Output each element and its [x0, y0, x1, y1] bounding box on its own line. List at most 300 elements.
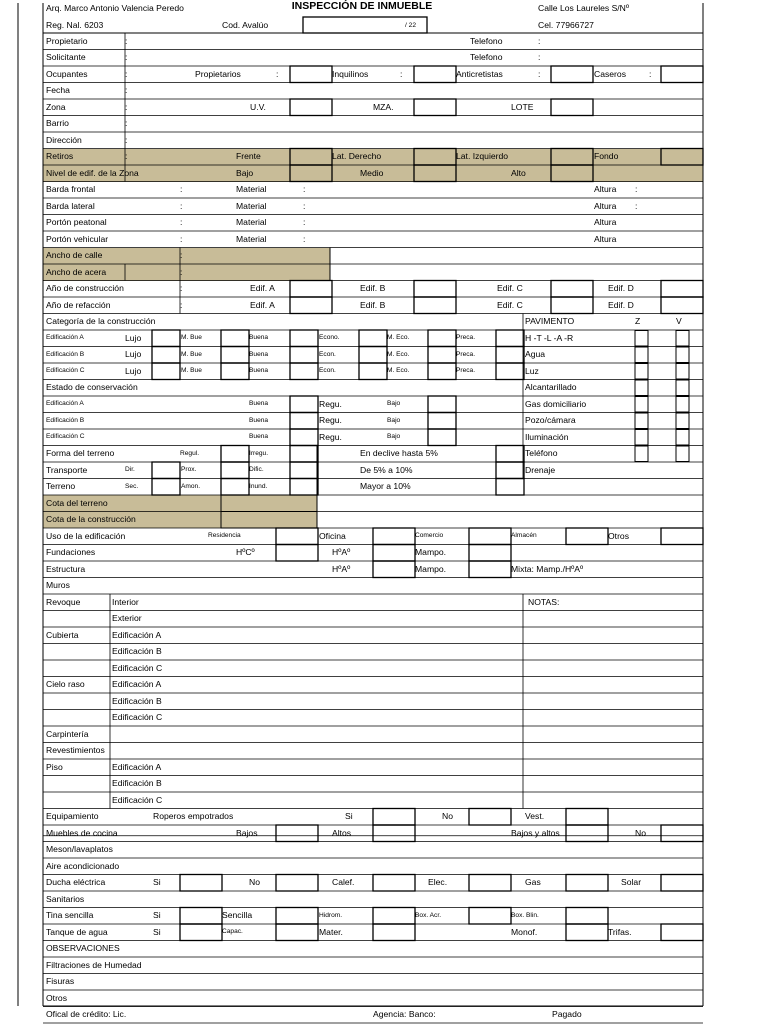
- field-si-53: Si: [153, 910, 161, 921]
- row-label-transporte: Transporte: [46, 464, 88, 475]
- colon-3: :: [125, 85, 128, 96]
- pavement-v-box-21[interactable]: [676, 380, 689, 396]
- field-buena-18: Buena: [249, 334, 269, 342]
- field-econo-18: Econo.: [319, 334, 340, 342]
- field-roperos-empotrados-47: Roperos empotrados: [153, 811, 234, 822]
- row-label-ocupantes: Ocupantes: [46, 68, 88, 79]
- field-regu-24: Regu.: [319, 431, 342, 442]
- field-altura-9: Altura: [594, 184, 617, 195]
- field-bajo-23: Bajo: [387, 416, 401, 424]
- checkbox-row2-1[interactable]: [414, 66, 456, 83]
- field-amon-27: Amon.: [181, 482, 201, 490]
- field-prox-26: Prox.: [181, 466, 197, 474]
- checkbox-row16-2[interactable]: [551, 297, 593, 314]
- row-label-revoque: Revoque: [46, 596, 81, 607]
- field-h-a-31: HºAº: [332, 547, 351, 558]
- checkbox-row7-1[interactable]: [414, 149, 456, 166]
- field-fondo-7: Fondo: [594, 151, 619, 162]
- row-label-zona: Zona: [46, 101, 66, 112]
- field-edif-c-15: Edif. C: [497, 283, 523, 294]
- pavement-v-box-25[interactable]: [676, 446, 689, 462]
- colon-propietarios-2: :: [276, 68, 279, 79]
- field-bajo-8: Bajo: [236, 167, 254, 178]
- pavement-v-box-18[interactable]: [676, 331, 689, 347]
- row-label-fisuras: Fisuras: [46, 976, 75, 987]
- checkbox-row31-0[interactable]: [276, 545, 318, 562]
- field-comercio-30: Comercio: [415, 532, 444, 540]
- field-no-48: No: [635, 827, 646, 838]
- field-edificacion-c-38: Edificación C: [112, 662, 163, 673]
- colon-material-9: :: [303, 184, 306, 195]
- row-label-ofical-de-credito-lic: Ofical de crédito: Lic.: [46, 1009, 127, 1020]
- colon-material-11: :: [303, 217, 306, 228]
- checkbox-row48-3[interactable]: [661, 825, 703, 842]
- checkbox-row23-1[interactable]: [428, 413, 456, 430]
- checkbox-row16-0[interactable]: [290, 297, 332, 314]
- checkbox-row19-2[interactable]: [290, 347, 318, 364]
- field-irregu-25: Irregu.: [249, 449, 269, 457]
- checkbox-row4-1[interactable]: [414, 99, 456, 116]
- colon-15: :: [180, 283, 183, 294]
- field-bajos-y-altos-48: Bajos y altos: [511, 827, 560, 838]
- row-label-filtraciones-de-humedad: Filtraciones de Humedad: [46, 959, 142, 970]
- checkbox-row47-1[interactable]: [469, 809, 511, 826]
- colon-altura-10: :: [635, 200, 638, 211]
- checkbox-row2-0[interactable]: [290, 66, 332, 83]
- field-oficina-30: Oficina: [319, 530, 346, 541]
- checkbox-row7-3[interactable]: [661, 149, 703, 166]
- checkbox-row22-1[interactable]: [428, 396, 456, 413]
- checkbox-row48-2[interactable]: [566, 825, 608, 842]
- field-regu-22: Regu.: [319, 398, 342, 409]
- checkbox-row25-0[interactable]: [221, 446, 249, 463]
- field-h-a-32: HºAº: [332, 563, 351, 574]
- checkbox-row20-5[interactable]: [496, 363, 524, 380]
- field-exterior-35: Exterior: [112, 613, 142, 624]
- field-edificacion-b-37: Edificación B: [112, 646, 162, 657]
- field-sencilla-53: Sencilla: [222, 910, 253, 921]
- checkbox-row2-2[interactable]: [551, 66, 593, 83]
- checkbox-row16-3[interactable]: [661, 297, 703, 314]
- field-almacen-30: Almacén: [511, 532, 537, 540]
- row-label-direccion: Dirección: [46, 134, 82, 145]
- row-label-muebles-de-cocina: Muebles de cocina: [46, 827, 118, 838]
- field-edif-d-15: Edif. D: [608, 283, 634, 294]
- row-label-edificacion-b: Edificación B: [46, 350, 85, 358]
- field-edificacion-c-41: Edificación C: [112, 712, 163, 723]
- colon-telefono-0: :: [538, 35, 541, 46]
- field-gas-domiciliario-22: Gas domiciliario: [525, 398, 587, 409]
- checkbox-row31-1[interactable]: [373, 545, 415, 562]
- field-medio-8: Medio: [360, 167, 384, 178]
- checkbox-row30-2[interactable]: [469, 528, 511, 545]
- checkbox-row18-1[interactable]: [221, 330, 249, 347]
- colon-6: :: [125, 134, 128, 145]
- row-label-forma-del-terreno: Forma del terreno: [46, 448, 115, 459]
- field-m-eco-20: M. Eco.: [387, 367, 410, 375]
- field-m-eco-19: M. Eco.: [387, 350, 410, 358]
- pavement-z-box-23[interactable]: [635, 413, 648, 429]
- checkbox-row54-4[interactable]: [661, 924, 703, 941]
- checkbox-row16-1[interactable]: [414, 297, 456, 314]
- field-mampo-31: Mampo.: [415, 547, 447, 558]
- field-edif-b-16: Edif. B: [360, 299, 386, 310]
- row-label-ancho-de-acera: Ancho de acera: [46, 266, 107, 277]
- field-anticretistas-2: Anticretistas: [456, 68, 503, 79]
- checkbox-row51-0[interactable]: [180, 875, 222, 892]
- checkbox-row20-4[interactable]: [428, 363, 456, 380]
- checkbox-row18-4[interactable]: [428, 330, 456, 347]
- checkbox-row53-3[interactable]: [469, 908, 511, 925]
- field-interior-34: Interior: [112, 596, 139, 607]
- row-label-retiros: Retiros: [46, 151, 74, 162]
- field-edif-a-16: Edif. A: [250, 299, 275, 310]
- field-bajos-48: Bajos: [236, 827, 258, 838]
- pavement-v-box-23[interactable]: [676, 413, 689, 429]
- pavement-z-box-25[interactable]: [635, 446, 648, 462]
- colon-11: :: [180, 217, 183, 228]
- field-capac-54: Capac.: [222, 928, 243, 936]
- office-address: Calle Los Laureles S/Nº: [538, 3, 630, 13]
- field-buena-24: Buena: [249, 433, 269, 441]
- field-lat-derecho-7: Lat. Derecho: [332, 151, 382, 162]
- row-label-terreno: Terreno: [46, 481, 76, 492]
- checkbox-row30-0[interactable]: [276, 528, 318, 545]
- checkbox-row20-1[interactable]: [221, 363, 249, 380]
- checkbox-row27-3[interactable]: [496, 479, 524, 496]
- field-en-declive-hasta-5-25: En declive hasta 5%: [360, 448, 438, 459]
- field-si-51: Si: [153, 877, 161, 888]
- field-material-11: Material: [236, 217, 267, 228]
- field-material-9: Material: [236, 184, 267, 195]
- checkbox-row19-3[interactable]: [359, 347, 387, 364]
- colon-1: :: [125, 52, 128, 63]
- row-label-barda-frontal: Barda frontal: [46, 184, 96, 195]
- checkbox-row19-4[interactable]: [428, 347, 456, 364]
- field-mixta-mamp-h-a-32: Mixta: Mamp./HºAº: [511, 563, 584, 574]
- field-inquilinos-2: Inquilinos: [332, 68, 369, 79]
- checkbox-row27-1[interactable]: [221, 479, 249, 496]
- pavement-v-box-22[interactable]: [676, 397, 689, 413]
- colon-telefono-1: :: [538, 52, 541, 63]
- registration-number: Reg. Nal. 6203: [46, 20, 104, 30]
- checkbox-row22-0[interactable]: [290, 396, 318, 413]
- field-h-c-31: HºCº: [236, 547, 255, 558]
- checkbox-row18-0[interactable]: [152, 330, 180, 347]
- field-solar-51: Solar: [621, 877, 642, 888]
- checkbox-row51-1[interactable]: [276, 875, 318, 892]
- row-label-ducha-electrica: Ducha eléctrica: [46, 877, 106, 888]
- colon-inquilinos-2: :: [400, 68, 403, 79]
- checkbox-row47-0[interactable]: [373, 809, 415, 826]
- checkbox-row54-0[interactable]: [180, 924, 222, 941]
- colon-14: :: [180, 266, 183, 277]
- checkbox-row27-0[interactable]: [152, 479, 180, 496]
- field-bajo-24: Bajo: [387, 433, 401, 441]
- pavement-z-box-19[interactable]: [635, 347, 648, 363]
- row-label-barda-lateral: Barda lateral: [46, 200, 95, 211]
- pavement-z-box-22[interactable]: [635, 397, 648, 413]
- field-trifas-54: Trifas.: [608, 926, 632, 937]
- field-edificacion-c-46: Edificación C: [112, 794, 163, 805]
- colon-12: :: [180, 233, 183, 244]
- row-label-edificacion-b: Edificación B: [46, 416, 85, 424]
- checkbox-row26-2[interactable]: [290, 462, 318, 479]
- field-h-t-l-a-r-18: H -T -L -A -R: [525, 332, 574, 343]
- checkbox-row15-3[interactable]: [661, 281, 703, 298]
- appraisal-code-suffix: / 22: [405, 22, 416, 29]
- field-material-10: Material: [236, 200, 267, 211]
- field-box-acr-53: Box. Acr.: [415, 911, 442, 919]
- checkbox-row53-4[interactable]: [566, 908, 608, 925]
- field-m-bue-18: M. Bue: [181, 334, 202, 342]
- form-title: INSPECCIÓN DE INMUEBLE: [291, 0, 433, 12]
- field-lujo-18: Lujo: [125, 332, 142, 343]
- row-label-cota-del-terreno: Cota del terreno: [46, 497, 108, 508]
- pavement-z-box-24[interactable]: [635, 430, 648, 446]
- checkbox-row20-2[interactable]: [290, 363, 318, 380]
- checkbox-row32-1[interactable]: [469, 561, 511, 578]
- checkbox-row8-1[interactable]: [414, 165, 456, 182]
- cota-terreno-box[interactable]: [221, 495, 317, 512]
- row-label-propietario: Propietario: [46, 35, 88, 46]
- field-edificacion-a-44: Edificación A: [112, 761, 162, 772]
- pavement-z-box-21[interactable]: [635, 380, 648, 396]
- field-m-bue-19: M. Bue: [181, 350, 202, 358]
- checkbox-row19-5[interactable]: [496, 347, 524, 364]
- checkbox-row23-0[interactable]: [290, 413, 318, 430]
- field-iluminacion-24: Iluminación: [525, 431, 569, 442]
- pavement-z-box-20[interactable]: [635, 364, 648, 380]
- field-telefono-0: Telefono: [470, 35, 503, 46]
- field-preca-19: Preca.: [456, 350, 476, 358]
- field-box-blin-53: Box. Blin.: [511, 911, 539, 919]
- row-label-equipamiento: Equipamiento: [46, 811, 99, 822]
- checkbox-row18-2[interactable]: [290, 330, 318, 347]
- checkbox-row15-1[interactable]: [414, 281, 456, 298]
- colon-9: :: [180, 184, 183, 195]
- field-edif-c-16: Edif. C: [497, 299, 523, 310]
- colon-material-12: :: [303, 233, 306, 244]
- cellphone-number: Cel. 77966727: [538, 20, 594, 30]
- field-buena-23: Buena: [249, 416, 269, 424]
- colon-4: :: [125, 101, 128, 112]
- field-m-eco-18: M. Eco.: [387, 334, 410, 342]
- field-vest-47: Vest.: [525, 811, 545, 822]
- row-label-solicitante: Solicitante: [46, 52, 86, 63]
- row-label-aire-acondicionado: Aire acondicionado: [46, 860, 120, 871]
- colon-5: :: [125, 118, 128, 129]
- pavement-z-box-18[interactable]: [635, 331, 648, 347]
- checkbox-row19-1[interactable]: [221, 347, 249, 364]
- field-gas-51: Gas: [525, 877, 541, 888]
- field-alcantarillado-21: Alcantarillado: [525, 382, 577, 393]
- row-label-tanque-de-agua: Tanque de agua: [46, 926, 108, 937]
- checkbox-row32-0[interactable]: [373, 561, 415, 578]
- field-calef-51: Calef.: [332, 877, 355, 888]
- checkbox-row25-1[interactable]: [290, 446, 318, 463]
- field-otros-30: Otros: [608, 530, 630, 541]
- field-dific-26: Dific.: [249, 466, 264, 474]
- checkbox-row4-0[interactable]: [290, 99, 332, 116]
- pavement-v-box-24[interactable]: [676, 430, 689, 446]
- checkbox-row54-1[interactable]: [276, 924, 318, 941]
- colon-anticretistas-2: :: [538, 68, 541, 79]
- cota-construccion-box[interactable]: [221, 512, 317, 529]
- checkbox-row26-3[interactable]: [496, 462, 524, 479]
- field-pagado-59: Pagado: [552, 1009, 582, 1020]
- field-m-bue-20: M. Bue: [181, 367, 202, 375]
- field-edificacion-b-40: Edificación B: [112, 695, 162, 706]
- field-mater-54: Mater.: [319, 926, 343, 937]
- checkbox-row51-3[interactable]: [469, 875, 511, 892]
- field-monof-54: Monof.: [511, 926, 538, 937]
- field-agua-19: Agua: [525, 349, 546, 360]
- field-econ-20: Econ.: [319, 367, 336, 375]
- field-si-47: Si: [345, 811, 353, 822]
- row-label-edificacion-c: Edificación C: [46, 433, 85, 441]
- field-caseros-2: Caseros: [594, 68, 626, 79]
- field-z-17: Z: [635, 316, 641, 327]
- field-pavimento-17: PAVIMENTO: [525, 316, 575, 327]
- checkbox-row8-2[interactable]: [551, 165, 593, 182]
- row-label-meson-lavaplatos: Meson/lavaplatos: [46, 844, 113, 855]
- field-buena-22: Buena: [249, 400, 269, 408]
- row-label-sanitarios: Sanitarios: [46, 893, 85, 904]
- appraisal-code-label: Cod. Avalúo: [222, 20, 269, 30]
- field-telefono-25: Teléfono: [525, 448, 558, 459]
- row-label-categoria-de-la-construccion: Categoría de la construcción: [46, 316, 156, 327]
- field-agencia-banco-59: Agencia: Banco:: [373, 1009, 436, 1020]
- checkbox-row26-1[interactable]: [221, 462, 249, 479]
- checkbox-row48-1[interactable]: [373, 825, 415, 842]
- field-altura-11: Altura: [594, 217, 617, 228]
- checkbox-row18-3[interactable]: [359, 330, 387, 347]
- checkbox-row7-2[interactable]: [551, 149, 593, 166]
- colon-7: :: [125, 151, 128, 162]
- checkbox-row31-2[interactable]: [469, 545, 511, 562]
- checkbox-row15-0[interactable]: [290, 281, 332, 298]
- row-label-ano-de-refaccion: Año de refacción: [46, 299, 111, 310]
- checkbox-row30-4[interactable]: [661, 528, 703, 545]
- checkbox-row25-2[interactable]: [496, 446, 524, 463]
- row-label-ancho-de-calle: Ancho de calle: [46, 250, 103, 261]
- checkbox-row30-3[interactable]: [566, 528, 608, 545]
- checkbox-row47-2[interactable]: [566, 809, 608, 826]
- row-label-fundaciones: Fundaciones: [46, 547, 96, 558]
- row-label-porton-peatonal: Portón peatonal: [46, 217, 107, 228]
- field-telefono-1: Telefono: [470, 52, 503, 63]
- row-label-tina-sencilla: Tina sencilla: [46, 910, 94, 921]
- checkbox-row24-1[interactable]: [428, 429, 456, 446]
- field-si-54: Si: [153, 926, 161, 937]
- field-altura-12: Altura: [594, 233, 617, 244]
- pavement-v-box-20[interactable]: [676, 364, 689, 380]
- field-bajo-22: Bajo: [387, 400, 401, 408]
- checkbox-row54-3[interactable]: [566, 924, 608, 941]
- field-notas-34: NOTAS:: [528, 596, 560, 607]
- row-label-edificacion-c: Edificación C: [46, 367, 85, 375]
- checkbox-row20-3[interactable]: [359, 363, 387, 380]
- checkbox-row15-2[interactable]: [551, 281, 593, 298]
- field-lujo-19: Lujo: [125, 349, 142, 360]
- row-label-nivel-de-edif-de-la-zona: Nivel de edif. de la Zona: [46, 167, 139, 178]
- checkbox-row18-5[interactable]: [496, 330, 524, 347]
- architect-name: Arq. Marco Antonio Valencia Peredo: [46, 3, 184, 13]
- pavement-v-box-19[interactable]: [676, 347, 689, 363]
- row-label-uso-de-la-edificacion: Uso de la edificación: [46, 530, 126, 541]
- checkbox-row20-0[interactable]: [152, 363, 180, 380]
- field-elec-51: Elec.: [428, 877, 448, 888]
- row-label-porton-vehicular: Portón vehicular: [46, 233, 109, 244]
- checkbox-row30-1[interactable]: [373, 528, 415, 545]
- row-label-estado-de-conservacion: Estado de conservación: [46, 382, 138, 393]
- checkbox-row24-0[interactable]: [290, 429, 318, 446]
- row-label-edificacion-a: Edificación A: [46, 334, 84, 342]
- field-mayor-a-10-27: Mayor a 10%: [360, 481, 411, 492]
- colon-0: :: [125, 35, 128, 46]
- checkbox-row54-2[interactable]: [373, 924, 415, 941]
- row-label-muros: Muros: [46, 580, 70, 591]
- colon-material-10: :: [303, 200, 306, 211]
- checkbox-row8-0[interactable]: [290, 165, 332, 182]
- checkbox-row51-4[interactable]: [566, 875, 608, 892]
- checkbox-row53-2[interactable]: [373, 908, 415, 925]
- row-label-cubierta: Cubierta: [46, 629, 79, 640]
- field-edificacion-a-36: Edificación A: [112, 629, 162, 640]
- field-edificacion-b-45: Edificación B: [112, 778, 162, 789]
- field-edif-d-16: Edif. D: [608, 299, 634, 310]
- field-de-5-a-10-26: De 5% a 10%: [360, 464, 413, 475]
- row-label-ano-de-construccion: Año de construcción: [46, 283, 124, 294]
- checkbox-row27-2[interactable]: [290, 479, 318, 496]
- field-no-51: No: [249, 877, 260, 888]
- colon-10: :: [180, 200, 183, 211]
- field-lote-4: LOTE: [511, 101, 534, 112]
- field-altura-10: Altura: [594, 200, 617, 211]
- checkbox-row19-0[interactable]: [152, 347, 180, 364]
- field-no-47: No: [442, 811, 453, 822]
- field-luz-20: Luz: [525, 365, 539, 376]
- field-buena-20: Buena: [249, 367, 269, 375]
- field-regul-25: Regul.: [180, 449, 200, 457]
- row-label-piso: Piso: [46, 761, 63, 772]
- field-lujo-20: Lujo: [125, 365, 142, 376]
- checkbox-row48-0[interactable]: [276, 825, 318, 842]
- checkbox-row7-0[interactable]: [290, 149, 332, 166]
- field-lat-izquierdo-7: Lat. Izquierdo: [456, 151, 509, 162]
- field-residencia-30: Residencia: [208, 532, 241, 540]
- checkbox-row53-1[interactable]: [276, 908, 318, 925]
- field-preca-20: Preca.: [456, 367, 476, 375]
- row-label-observaciones: OBSERVACIONES: [46, 943, 120, 954]
- field-material-12: Material: [236, 233, 267, 244]
- checkbox-row53-0[interactable]: [180, 908, 222, 925]
- field-frente-7: Frente: [236, 151, 261, 162]
- field-buena-19: Buena: [249, 350, 269, 358]
- row-label-cielo-raso: Cielo raso: [46, 679, 85, 690]
- row-label-barrio: Barrio: [46, 118, 69, 129]
- field-dir-26: Dir.: [125, 466, 135, 474]
- field-hidrom-53: Hidrom.: [319, 911, 343, 919]
- checkbox-row51-5[interactable]: [661, 875, 703, 892]
- row-label-otros: Otros: [46, 992, 68, 1003]
- checkbox-row26-0[interactable]: [152, 462, 180, 479]
- field-regu-23: Regu.: [319, 415, 342, 426]
- checkbox-row4-2[interactable]: [551, 99, 593, 116]
- checkbox-row2-3[interactable]: [661, 66, 703, 83]
- checkbox-row51-2[interactable]: [373, 875, 415, 892]
